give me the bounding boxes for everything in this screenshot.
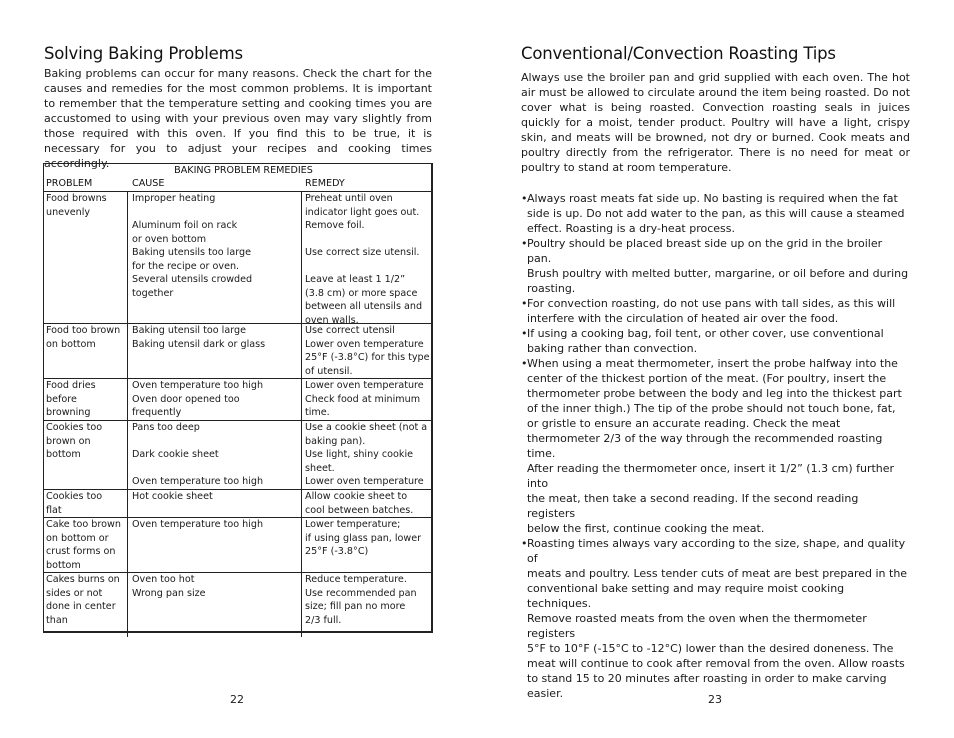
table-row [44, 324, 431, 379]
remedy-cell: Allow cookie sheet to cool between batches. [305, 491, 414, 516]
problem-cell: Cookies too flat [44, 490, 128, 517]
problem-cell: Cakes burns on sides or not done in center than [44, 573, 128, 637]
table-row [44, 573, 431, 637]
table-row [44, 490, 431, 518]
cause-cell: Oven temperature too high [128, 518, 302, 572]
problem-cell: Food dries before browning [44, 379, 128, 420]
remedy-cell: Preheat until oven indicator light goes out. Remove foil. Use correct size utensil. Leave at least 1 1/2” (3.8 cm) or more space between all utensils and oven walls. [305, 193, 423, 326]
tip-text: Always roast meats fat side up. No basting is required when the fat side is up. Do not add water to the pan, as this will cause a steamed effect. Roasting is a dry-heat process. [527, 192, 905, 235]
table-header-row [44, 177, 431, 192]
bullet-icon: • [521, 237, 528, 250]
left-intro-paragraph: Baking problems can occur for many reasons. Check the chart for the causes and remedies for the most common problems. It is important to remember that the temperature setting and cooking times you are accustomed to using with your previous oven may vary slightly from those required with this oven. If you find this to be true, it is necessary for you to adjust your recipes and cooking times accordingly. [44, 67, 432, 170]
page-number-left: 22 [230, 693, 244, 706]
bullet-icon: • [521, 537, 528, 550]
roasting-tips-list [521, 191, 909, 701]
remedy-cell: Use correct utensil Lower oven temperature 25°F (-3.8°C) for this type of utensil. [305, 325, 430, 377]
left-page-title: Solving Baking Problems [44, 44, 243, 63]
remedy-cell: Use a cookie sheet (not a baking pan). Use light, shiny cookie sheet. Lower oven temperature [305, 422, 428, 487]
cause-cell: Improper heating Aluminum foil on rack or oven bottom Baking utensils too large for the recipe or oven. Several utensils crowded together [128, 192, 302, 323]
table-row [44, 379, 431, 421]
tip-text: Poultry should be placed breast side up on the grid in the broiler pan. Brush poultry with melted butter, margarine, or oil before and during roasting. [527, 237, 909, 295]
baking-remedies-table [43, 163, 433, 633]
table-row [44, 421, 431, 490]
right-page [477, 0, 954, 738]
right-intro-paragraph: Always use the broiler pan and grid supplied with each oven. The hot air must be allowed to circulate around the item being roasted. Do not cover what is being roasted. Convection roasting seals in juices quickly for a moist, tender product. Poultry will have a light, crispy skin, and meats will be browned, not dry or burned. Cook meats and poultry directly from the refrigerator. There is no need for meat or poultry to stand at room temperature. [521, 71, 911, 174]
cause-cell: Oven too hot Wrong pan size [128, 573, 302, 637]
tip-text: If using a cooking bag, foil tent, or other cover, use conventional baking rather than convection. [527, 327, 884, 355]
bullet-icon: • [521, 357, 528, 370]
tip-text: When using a meat thermometer, insert the probe halfway into the center of the thickest portion of the meat. (For poultry, insert the thermometer probe between the body and leg into the thickest part of the inner thigh.) The tip of the probe should not touch bone, fat, or gristle to ensure an accurate reading. Check the meat thermometer 2/3 of the way through the recommended roasting time. After reading the thermometer once, insert it 1/2” (1.3 cm) further into the meat, then take a second reading. If the second reading registers below the first, continue cooking the meat. [527, 357, 902, 535]
remedy-cell: Lower temperature; if using glass pan, lower 25°F (-3.8°C) [305, 519, 422, 557]
list-item [521, 536, 909, 701]
table-row [44, 192, 431, 324]
problem-cell: Food too brown on bottom [44, 324, 128, 378]
cause-cell: Pans too deep Dark cookie sheet Oven temperature too high [128, 421, 302, 489]
list-item [521, 236, 909, 296]
list-item [521, 356, 909, 536]
problem-cell: Food browns unevenly [44, 192, 128, 323]
header-cause: CAUSE [132, 178, 165, 189]
tip-text: Roasting times always vary according to the size, shape, and quality of meats and poultry. Less tender cuts of meat are best prepared in the conventional bake setting and may require moist cooking techniques. Remove roasted meats from the oven when the thermometer registers 5°F to 10°F (-15°C to -12°C) lower than the desired doneness. The meat will continue to cook after removal from the oven. Allow roasts to stand 15 to 20 minutes after roasting in order to make carving easier. [527, 537, 908, 700]
tip-text: For convection roasting, do not use pans with tall sides, as this will interfere with the circulation of heated air over the food. [527, 297, 896, 325]
list-item [521, 326, 909, 356]
problem-cell: Cookies too brown on bottom [44, 421, 128, 489]
page-number-right: 23 [708, 693, 722, 706]
table-title: BAKING PROBLEM REMEDIES [174, 165, 313, 176]
bullet-icon: • [521, 192, 528, 205]
cause-cell: Baking utensil too large Baking utensil dark or glass [128, 324, 302, 378]
bullet-icon: • [521, 297, 528, 310]
list-item [521, 296, 909, 326]
list-item [521, 191, 909, 236]
remedy-cell: Lower oven temperature Check food at minimum time. [305, 380, 424, 418]
cause-cell: Hot cookie sheet [128, 490, 302, 517]
header-problem: PROBLEM [46, 178, 93, 189]
table-row [44, 518, 431, 573]
right-page-title: Conventional/Convection Roasting Tips [521, 44, 836, 63]
remedy-cell: Reduce temperature. Use recommended pan size; fill pan no more 2/3 full. [305, 574, 417, 626]
problem-cell: Cake too brown on bottom or crust forms on bottom [44, 518, 128, 572]
header-remedy: REMEDY [305, 178, 345, 189]
bullet-icon: • [521, 327, 528, 340]
cause-cell: Oven temperature too high Oven door opened too frequently [128, 379, 302, 420]
